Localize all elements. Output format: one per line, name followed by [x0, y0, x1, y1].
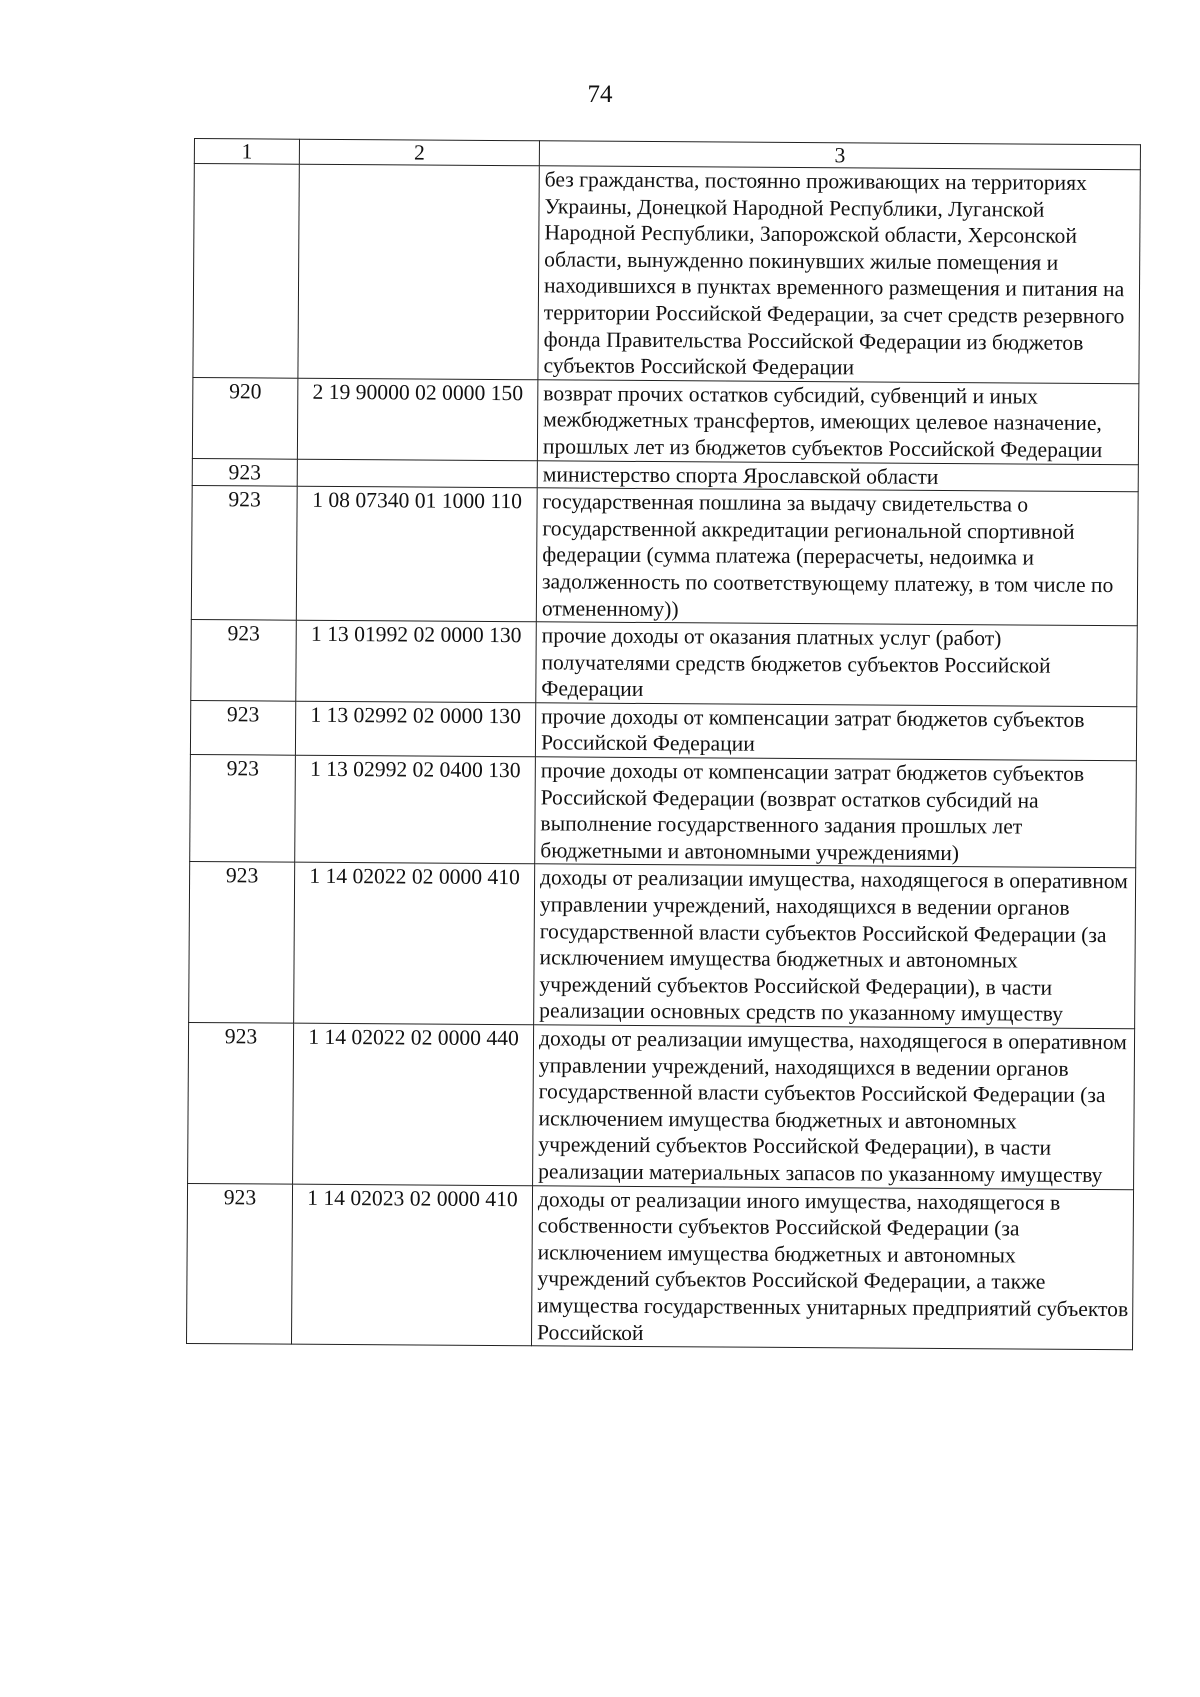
admin-code-cell: 923	[191, 620, 297, 701]
income-code-cell: 1 14 02022 02 0000 410	[294, 863, 535, 1025]
income-code-cell: 1 13 02992 02 0000 130	[295, 701, 535, 757]
page-number: 74	[587, 81, 613, 108]
table-row	[187, 1183, 1134, 1350]
income-code-cell	[298, 164, 539, 379]
table-row	[189, 862, 1136, 1029]
description-cell: министерство спорта Ярославской области	[537, 460, 1138, 492]
table-row	[190, 755, 1137, 869]
income-code-cell	[297, 459, 537, 488]
table-row	[191, 620, 1138, 707]
income-codes-table	[186, 138, 1141, 1350]
table-row	[193, 164, 1140, 384]
column-header-2: 2	[299, 139, 539, 166]
income-code-cell: 1 08 07340 01 1000 110	[296, 486, 537, 622]
table-row	[191, 486, 1138, 626]
admin-code-cell: 923	[188, 1022, 294, 1183]
table-row	[190, 700, 1136, 760]
column-header-1: 1	[194, 139, 299, 165]
admin-code-cell: 920	[192, 377, 298, 458]
admin-code-cell: 923	[190, 755, 296, 863]
income-code-cell: 1 13 01992 02 0000 130	[296, 620, 537, 702]
table-row	[192, 377, 1139, 464]
description-cell: без гражданства, постоянно проживающих на территориях Украины, Донецкой Народной Республики, Луганской Народной Республики, Запорожской области, Херсонской области, вынужденно покинувших жилые помещения и находившихся в пунктах временного размещения и питания на территории Российской Федерации, за счет средств резервного фонда Правительства Российской Федерации из бюджетов субъектов Российской Федерации	[538, 166, 1140, 384]
description-cell: прочие доходы от компенсации затрат бюджетов субъектов Российской Федерации	[535, 703, 1136, 761]
admin-code-cell: 923	[192, 458, 297, 486]
admin-code-cell: 923	[187, 1183, 293, 1344]
income-code-cell: 1 14 02023 02 0000 410	[292, 1184, 533, 1346]
description-cell: доходы от реализации имущества, находящегося в оперативном управлении учреждений, находящихся в ведении органов государственной власти субъектов Российской Федерации (за исключением имущества бюджетных и автономных учреждений субъектов Российской Федерации), в части реализации основных средств по указанному имуществу	[534, 864, 1136, 1029]
description-cell: доходы от реализации имущества, находящегося в оперативном управлении учреждений, находящихся в ведении органов государственной власти субъектов Российской Федерации (за исключением имущества бюджетных и автономных учреждений субъектов Российской Федерации), в части реализации материальных запасов по указанному имуществу	[533, 1025, 1135, 1190]
admin-code-cell: 923	[189, 862, 295, 1023]
description-cell: прочие доходы от компенсации затрат бюджетов субъектов Российской Федерации (возврат остатков субсидий на выполнение государственного задания прошлых лет бюджетными и автономными учреждениями)	[535, 757, 1137, 868]
description-cell: возврат прочих остатков субсидий, субвенций и иных межбюджетных трансфертов, имеющих целевое назначение, прошлых лет из бюджетов субъектов Российской Федерации	[537, 380, 1139, 465]
description-cell: прочие доходы от оказания платных услуг (работ) получателями средств бюджетов субъектов Российской Федерации	[536, 622, 1138, 707]
income-code-cell: 1 14 02022 02 0000 440	[293, 1023, 534, 1185]
income-code-cell: 1 13 02992 02 0400 130	[295, 755, 536, 864]
description-cell: государственная пошлина за выдачу свидетельства о государственной аккредитации региональной спортивной федерации (сумма платежа (перерасчеты, недоимка и задолженность по соответствующему платежу, в том числе по отмененному))	[536, 488, 1138, 626]
income-code-cell: 2 19 90000 02 0000 150	[297, 378, 538, 460]
column-header-3: 3	[539, 141, 1140, 170]
admin-code-cell	[193, 164, 299, 378]
description-cell: доходы от реализации иного имущества, находящегося в собственности субъектов Российской Федерации (за исключением имущества бюджетных и автономных учреждений субъектов Российской Федерации, а также имущества государственных унитарных предприятий субъектов Российской	[531, 1185, 1133, 1350]
admin-code-cell: 923	[191, 486, 297, 621]
admin-code-cell: 923	[190, 700, 295, 755]
table-row	[188, 1022, 1135, 1189]
